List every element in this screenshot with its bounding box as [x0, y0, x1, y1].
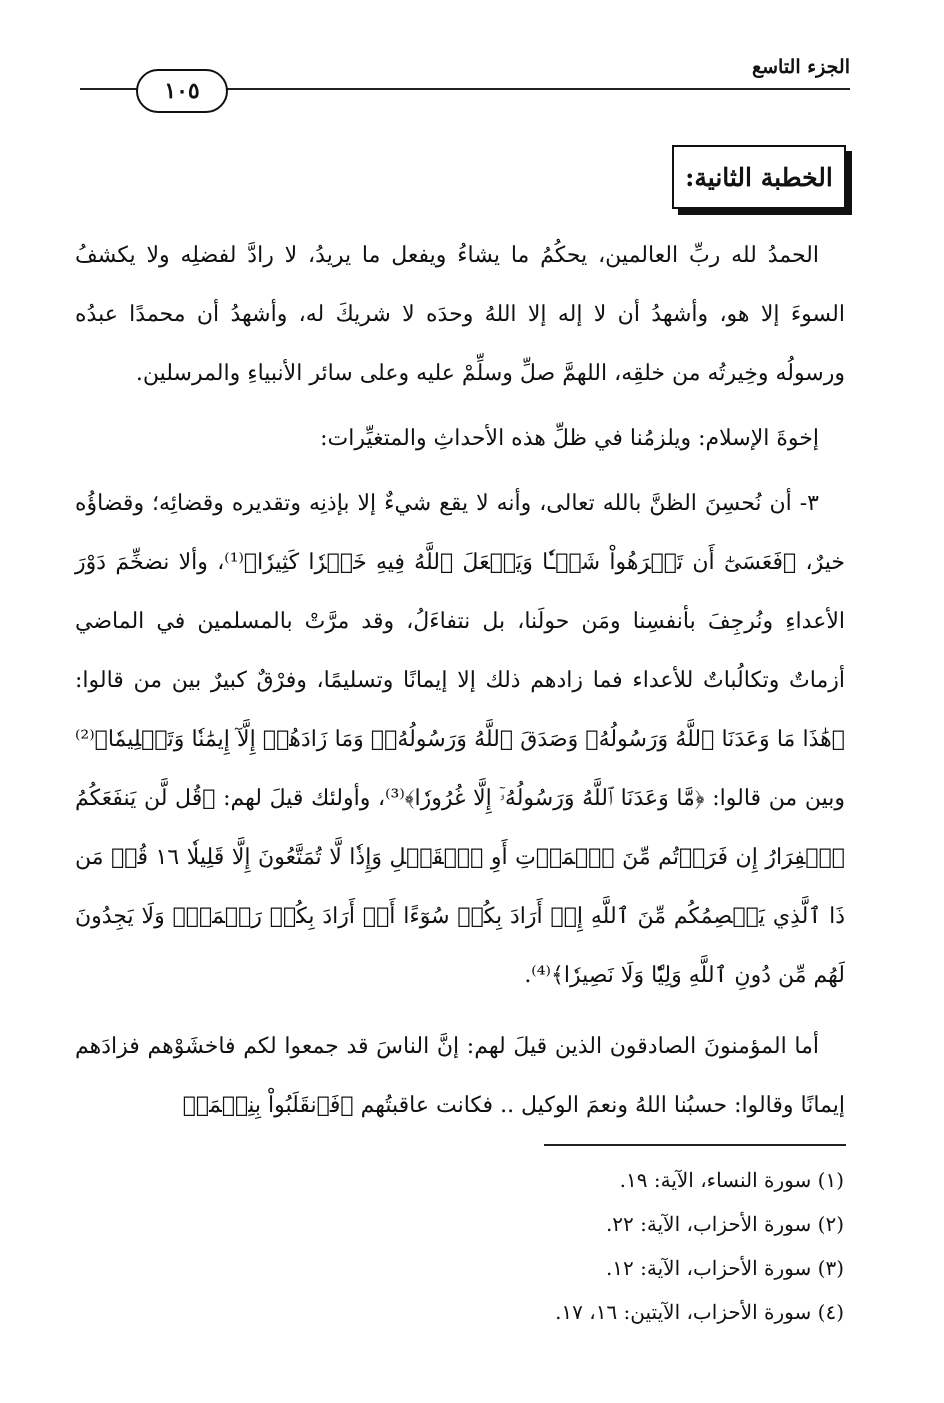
- paragraph-address: إخوةَ الإسلام: ويلزمُنا في ظلِّ هذه الأحداثِ والمتغيِّرات:: [320, 426, 819, 451]
- footnote-2: (٢) سورة الأحزاب، الآية: ٢٢.: [605, 1212, 844, 1236]
- paragraph-opening: الحمدُ لله ربِّ العالمين، يحكُمُ ما يشاءُ ويفعل ما يريدُ، لا رادَّ لفضلِه ولا يكشفُ السوءَ إلا هو، وأشهدُ أن لا إله إلا اللهُ وحدَه لا شريكَ له، وأشهدُ أن محمدًا عبدُه ورسولُه وخِيرتُه من خلقِه، اللهمَّ صلِّ وسلِّمْ عليه وعلى سائر الأنبياءِ والمرسلين.: [75, 243, 845, 386]
- paragraph-believers: أما المؤمنونَ الصادقون الذين قيلَ لهم: إنَّ الناسَ قد جمعوا لكم فاخشَوْهم فزادَهم إيمانًا وقالوا: حسبُنا اللهُ ونعمَ الوكيل .. فكانت عاقبتُهم ﴿فَٱنقَلَبُواْ بِنِعۡمَةٖ: [75, 1034, 845, 1118]
- section-heading-box: [672, 145, 846, 209]
- running-header-title: الجزء التاسع: [752, 56, 850, 78]
- page-number-badge: [136, 69, 228, 113]
- footnote-rule: [544, 1144, 846, 1146]
- footnote-1: (١) سورة النساء، الآية: ١٩.: [619, 1168, 844, 1192]
- body-text: [75, 226, 845, 1135]
- footnotes: [84, 1158, 844, 1334]
- page-number: ١٠٥: [164, 78, 200, 104]
- footnote-4: (٤) سورة الأحزاب، الآيتين: ١٦، ١٧.: [555, 1300, 844, 1324]
- footnote-3: (٣) سورة الأحزاب، الآية: ١٢.: [605, 1256, 844, 1280]
- section-heading: الخطبة الثانية:: [685, 162, 833, 192]
- paragraph-point-3: ٣- أن نُحسِنَ الظنَّ بالله تعالى، وأنه لا يقع شيءٌ إلا بإذنِه وتقديره وقضائِه؛ وقضاؤُه خيرٌ، ﴿فَعَسَىٰٓ أَن تَكۡرَهُواْ شَيۡـٔٗا وَيَجۡعَلَ ٱللَّهُ فِيهِ خَيۡرٗا كَثِيرٗا﴾⁽¹⁾، وألا نضخِّمَ دَوْرَ الأعداءِ ونُرجِفَ بأنفسِنا ومَن حولَنا، بل نتفاءَلُ، وقد مرَّتْ بالمسلمين في الماضي أزماتٌ وتكالُباتٌ للأعداء فما زادهم ذلك إلا إيمانًا وتسليمًا، وفرْقٌ كبيرٌ بين من قالوا: ﴿هَٰذَا مَا وَعَدَنَا ٱللَّهُ وَرَسُولُهُۥ وَصَدَقَ ٱللَّهُ وَرَسُولُهُۥۚ وَمَا زَادَهُمۡ إِلَّآ إِيمَٰنٗا وَتَسۡلِيمٗا﴾⁽²⁾ وبين من قالوا: ﴿مَّا وَعَدَنَا ٱللَّهُ وَرَسُولُهُۥٓ إِلَّا غُرُورٗا﴾⁽³⁾، وأولئك قيلَ لهم: ﴿قُل لَّن يَنفَعَكُمُ ٱلۡفِرَارُ إِن فَرَرۡتُم مِّنَ ٱلۡمَوۡتِ أَوِ ٱلۡقَتۡلِ وَإِذٗا لَّا تُمَتَّعُونَ إِلَّا قَلِيلٗا ١٦ قُلۡ مَن ذَا ٱلَّذِي يَعۡصِمُكُم مِّنَ ٱللَّهِ إِنۡ أَرَادَ بِكُمۡ سُوٓءًا أَوۡ أَرَادَ بِكُمۡ رَحۡمَةٗۚ وَلَا يَجِدُونَ لَهُم مِّن دُونِ ٱللَّهِ وَلِيّٗا وَلَا نَصِيرٗا﴾⁽⁴⁾.: [75, 491, 846, 988]
